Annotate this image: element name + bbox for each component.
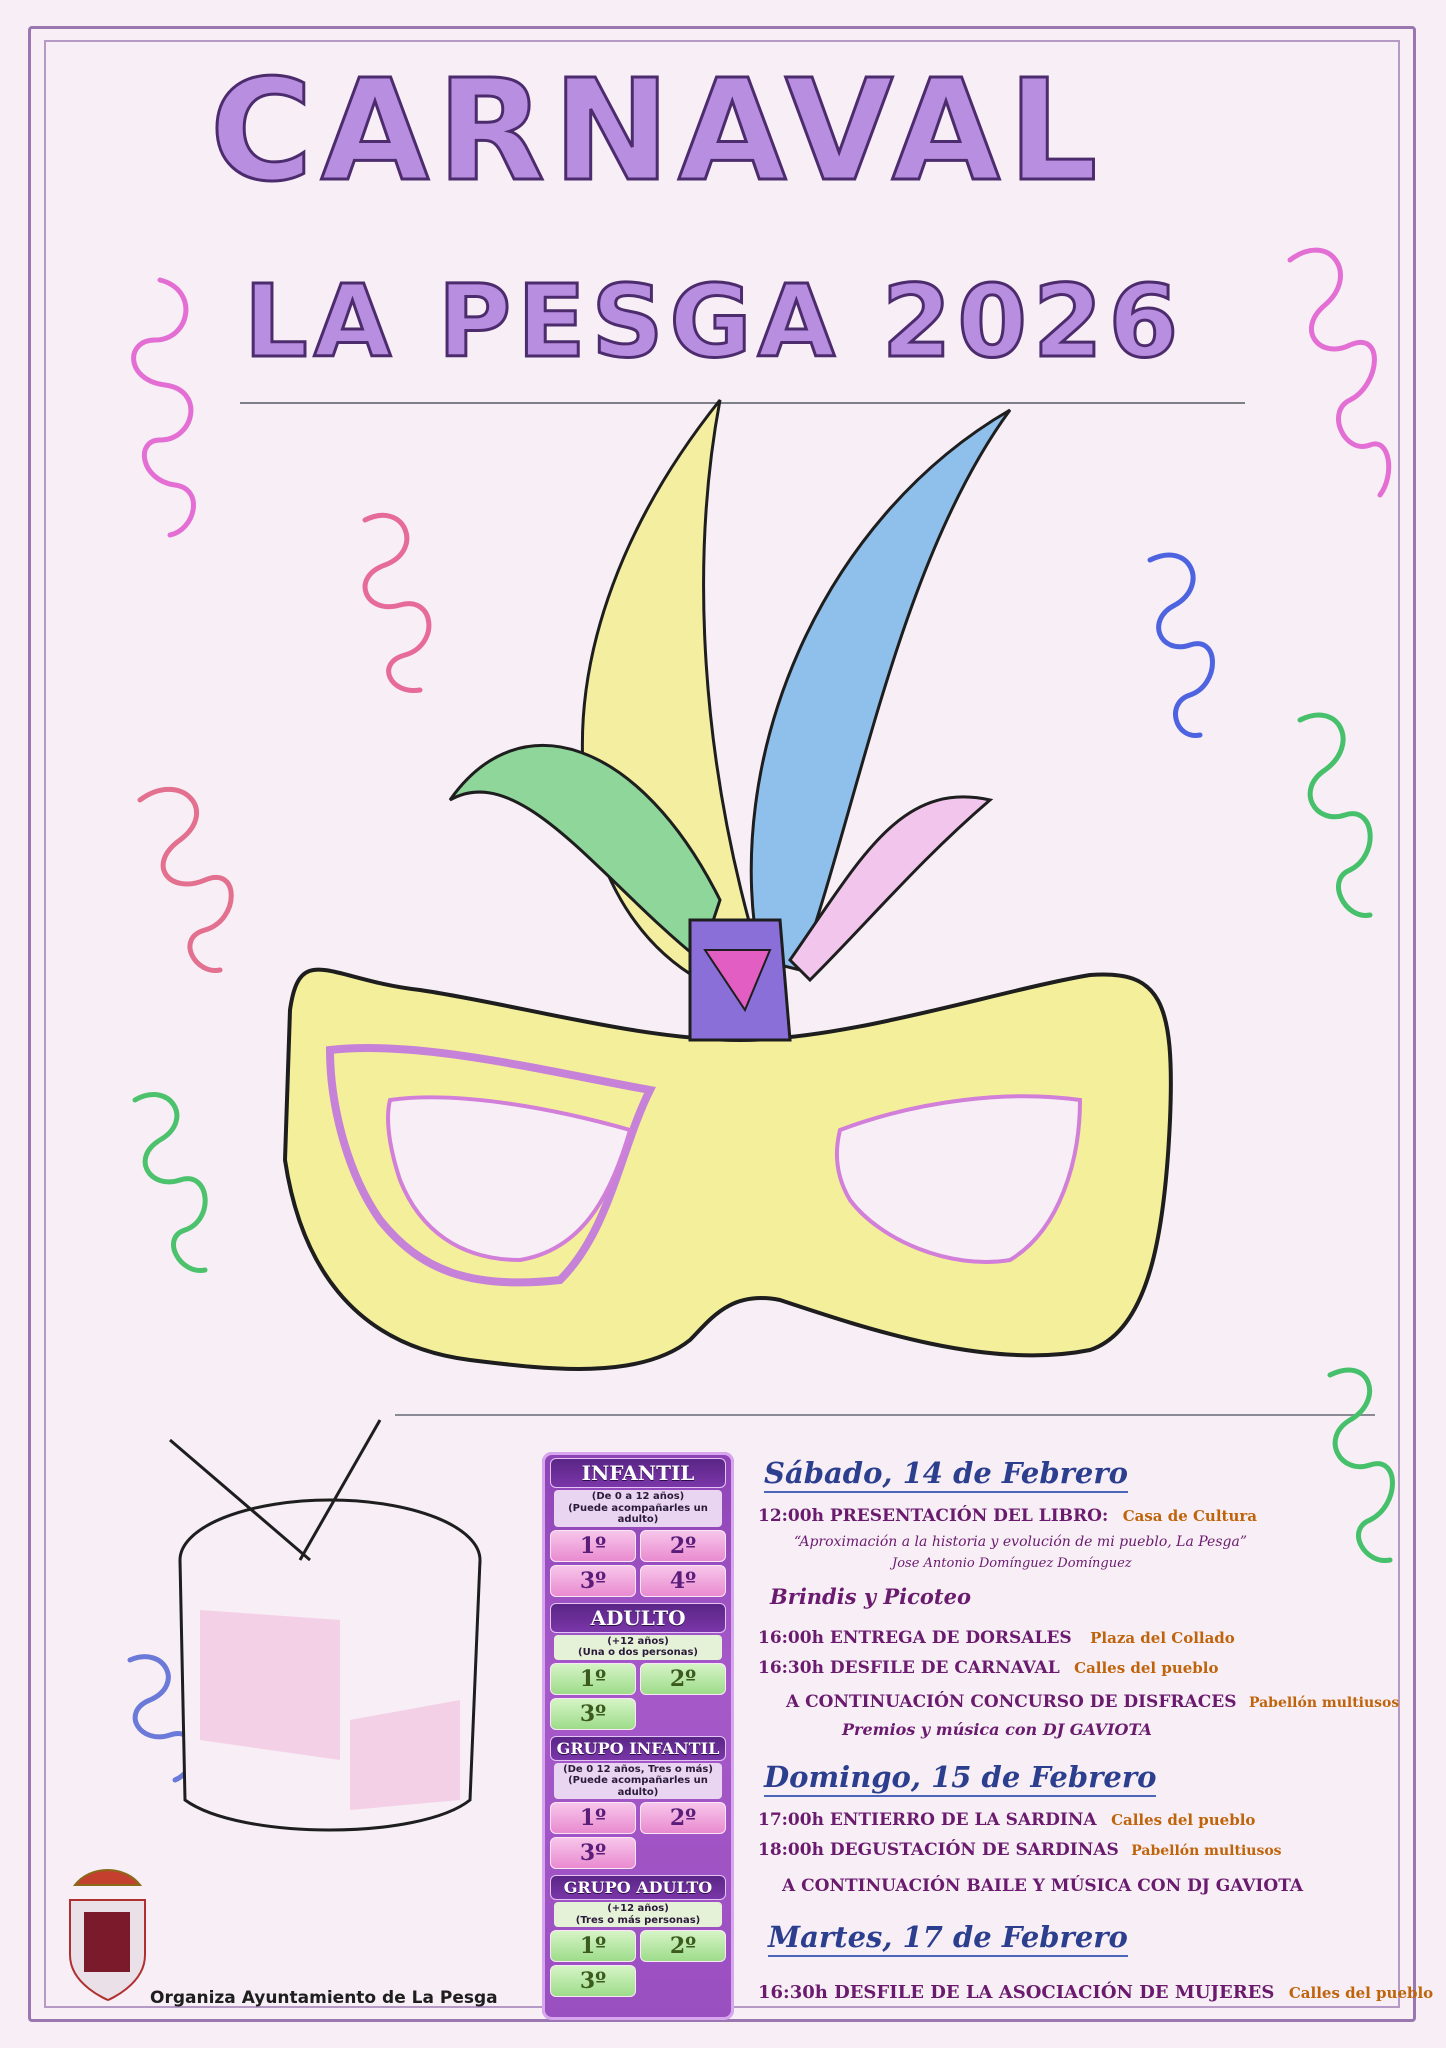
premios-note: Premios y música con DJ GAVIOTA: [842, 1720, 1152, 1739]
prize-badge: 4º: [640, 1565, 726, 1597]
category-grupo-infantil: [550, 1736, 726, 1870]
prize-badge: 3º: [550, 1565, 636, 1597]
prize-badge: 1º: [550, 1530, 636, 1562]
prize-badge: 1º: [550, 1663, 636, 1695]
organizer-footer: Organiza Ayuntamiento de La Pesga: [150, 1988, 498, 2008]
prize-badge: 2º: [640, 1802, 726, 1834]
category-title: GRUPO ADULTO: [550, 1875, 726, 1900]
brindis-subheading: Brindis y Picoteo: [770, 1584, 971, 1609]
prize-badge: 3º: [550, 1698, 636, 1730]
event-dorsales: 16:00h ENTREGA DE DORSALES Plaza del Collado: [758, 1628, 1235, 1648]
coat-of-arms-icon: [70, 1870, 145, 2000]
category-subtitle: (De 0 12 años, Tres o más) (Puede acompañarles un adulto): [554, 1763, 722, 1800]
prize-badge: 1º: [550, 1930, 636, 1962]
book-title-note: “Aproximación a la historia y evolución de mi pueblo, La Pesga”: [794, 1534, 1247, 1550]
event-desfile-carnaval: 16:30h DESFILE DE CARNAVAL Calles del pueblo: [758, 1658, 1219, 1678]
day-sunday: Domingo, 15 de Febrero: [764, 1760, 1156, 1797]
categories-panel: [542, 1452, 734, 2020]
category-grupo-adulto: [550, 1875, 726, 1997]
prize-badge: 3º: [550, 1837, 636, 1869]
event-baile: A CONTINUACIÓN BAILE Y MÚSICA CON DJ GAVIOTA: [782, 1876, 1304, 1896]
prize-badge: 2º: [640, 1930, 726, 1962]
category-title: INFANTIL: [550, 1458, 726, 1488]
category-subtitle: (+12 años) (Una o dos personas): [554, 1635, 722, 1660]
event-desfile-mujeres: 16:30h DESFILE DE LA ASOCIACIÓN DE MUJERES Calles del pueblo: [758, 1982, 1434, 2003]
book-author-note: Jose Antonio Domínguez Domínguez: [892, 1556, 1132, 1571]
category-subtitle: (De 0 a 12 años) (Puede acompañarles un adulto): [554, 1490, 722, 1527]
category-infantil: [550, 1458, 726, 1597]
day-saturday: Sábado, 14 de Febrero: [764, 1456, 1128, 1493]
category-subtitle: (+12 años) (Tres o más personas): [554, 1902, 722, 1927]
prize-badge: 2º: [640, 1663, 726, 1695]
event-entierro-sardina: 17:00h ENTIERRO DE LA SARDINA Calles del pueblo: [758, 1810, 1256, 1830]
category-title: GRUPO INFANTIL: [550, 1736, 726, 1761]
prize-badge: 3º: [550, 1965, 636, 1997]
title-carnaval: CARNAVAL: [210, 50, 1106, 213]
event-degustacion: 18:00h DEGUSTACIÓN DE SARDINAS Pabellón multiusos: [758, 1840, 1282, 1860]
prize-badge: 1º: [550, 1802, 636, 1834]
event-book-presentation: 12:00h PRESENTACIÓN DEL LIBRO: Casa de Cultura: [758, 1506, 1257, 1526]
day-tuesday: Martes, 17 de Febrero: [768, 1920, 1128, 1957]
category-title: ADULTO: [550, 1603, 726, 1633]
event-concurso-disfraces: A CONTINUACIÓN CONCURSO DE DISFRACES Pabellón multiusos: [786, 1692, 1400, 1712]
prize-badge: 2º: [640, 1530, 726, 1562]
title-la-pesga-2026: LA PESGA 2026: [244, 263, 1185, 380]
category-adulto: [550, 1603, 726, 1730]
